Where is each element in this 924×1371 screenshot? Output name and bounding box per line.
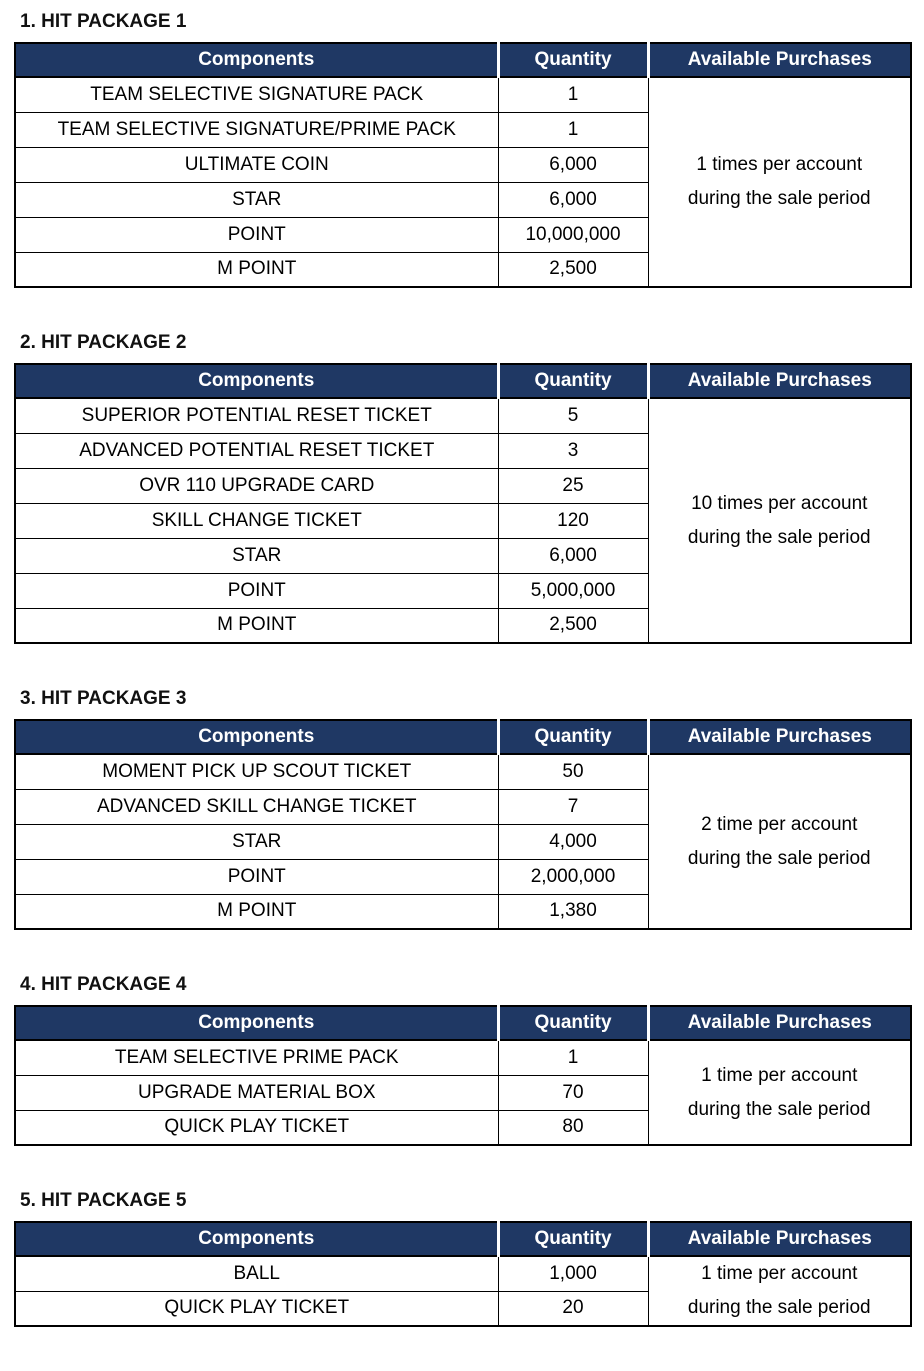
package-table (14, 42, 912, 288)
notice-body (0, 11, 924, 1327)
component-cell: OVR 110 UPGRADE CARD (15, 468, 498, 503)
quantity-cell: 5,000,000 (498, 573, 648, 608)
header-row (15, 43, 911, 77)
component-cell: BALL (15, 1256, 498, 1291)
package-title: 2. HIT PACKAGE 2 (20, 332, 187, 353)
quantity-cell: 20 (498, 1291, 648, 1326)
available-purchases-line: during the sale period (687, 1098, 871, 1120)
table-row (15, 1040, 911, 1075)
quantity-cell: 2,500 (498, 252, 648, 287)
quantity-cell: 25 (498, 468, 648, 503)
header-row (15, 720, 911, 754)
table-body (15, 754, 911, 929)
quantity-cell: 1 (498, 77, 648, 112)
table-row (15, 754, 911, 789)
available-purchases-cell (648, 77, 911, 287)
quantity-cell: 80 (498, 1110, 648, 1145)
package-title: 1. HIT PACKAGE 1 (20, 11, 187, 32)
available-purchases-cell (648, 1256, 911, 1326)
component-cell: QUICK PLAY TICKET (15, 1110, 498, 1145)
column-header-available: Available Purchases (648, 364, 911, 398)
column-header-components: Components (15, 43, 498, 77)
table-body (15, 398, 911, 643)
quantity-cell: 1,000 (498, 1256, 648, 1291)
column-header-quantity: Quantity (498, 364, 648, 398)
component-cell: STAR (15, 182, 498, 217)
component-cell: TEAM SELECTIVE SIGNATURE/PRIME PACK (15, 112, 498, 147)
quantity-cell: 120 (498, 503, 648, 538)
package-table (14, 719, 912, 930)
table-header (15, 1222, 911, 1256)
quantity-cell: 1,380 (498, 894, 648, 929)
component-cell: M POINT (15, 608, 498, 643)
table-header (15, 364, 911, 398)
table-row (15, 77, 911, 112)
column-header-components: Components (15, 1006, 498, 1040)
quantity-cell: 6,000 (498, 147, 648, 182)
package-title: 4. HIT PACKAGE 4 (20, 974, 187, 995)
component-cell: TEAM SELECTIVE PRIME PACK (15, 1040, 498, 1075)
available-purchases-line: during the sale period (687, 847, 871, 869)
package-title: 3. HIT PACKAGE 3 (20, 688, 187, 709)
header-row (15, 1222, 911, 1256)
column-header-available: Available Purchases (648, 43, 911, 77)
component-cell: SKILL CHANGE TICKET (15, 503, 498, 538)
quantity-cell: 5 (498, 398, 648, 433)
header-row (15, 1006, 911, 1040)
table-row (15, 398, 911, 433)
available-purchases-cell (648, 754, 911, 929)
table-body (15, 1256, 911, 1326)
component-cell: M POINT (15, 894, 498, 929)
available-purchases-line: during the sale period (687, 188, 871, 209)
quantity-cell: 1 (498, 1040, 648, 1075)
quantity-cell: 70 (498, 1075, 648, 1110)
package-table (14, 1005, 912, 1146)
quantity-cell: 2,500 (498, 608, 648, 643)
component-cell: ULTIMATE COIN (15, 147, 498, 182)
column-header-quantity: Quantity (498, 1006, 648, 1040)
table-body (15, 77, 911, 287)
column-header-components: Components (15, 1222, 498, 1256)
component-cell: ADVANCED SKILL CHANGE TICKET (15, 789, 498, 824)
available-purchases-cell (648, 398, 911, 643)
quantity-cell: 6,000 (498, 538, 648, 573)
component-cell: STAR (15, 824, 498, 859)
column-header-available: Available Purchases (648, 1006, 911, 1040)
quantity-cell: 10,000,000 (498, 217, 648, 252)
component-cell: TEAM SELECTIVE SIGNATURE PACK (15, 77, 498, 112)
component-cell: STAR (15, 538, 498, 573)
package-section (0, 332, 924, 644)
component-cell: POINT (15, 573, 498, 608)
component-cell: SUPERIOR POTENTIAL RESET TICKET (15, 398, 498, 433)
package-table (14, 363, 912, 644)
quantity-cell: 6,000 (498, 182, 648, 217)
quantity-cell: 1 (498, 112, 648, 147)
package-section (0, 974, 924, 1146)
component-cell: POINT (15, 217, 498, 252)
quantity-cell: 7 (498, 789, 648, 824)
quantity-cell: 2,000,000 (498, 859, 648, 894)
component-cell: QUICK PLAY TICKET (15, 1291, 498, 1326)
column-header-components: Components (15, 364, 498, 398)
quantity-cell: 50 (498, 754, 648, 789)
column-header-quantity: Quantity (498, 720, 648, 754)
available-purchases-line: 1 time per account (701, 1064, 858, 1086)
component-cell: UPGRADE MATERIAL BOX (15, 1075, 498, 1110)
package-section (0, 1190, 924, 1327)
component-cell: M POINT (15, 252, 498, 287)
table-header (15, 1006, 911, 1040)
available-purchases-line: 1 times per account (696, 154, 863, 175)
package-section (0, 688, 924, 930)
available-purchases-line: 10 times per account (691, 492, 868, 514)
quantity-cell: 4,000 (498, 824, 648, 859)
component-cell: MOMENT PICK UP SCOUT TICKET (15, 754, 498, 789)
available-purchases-line: during the sale period (687, 1297, 871, 1318)
component-cell: POINT (15, 859, 498, 894)
package-title: 5. HIT PACKAGE 5 (20, 1190, 187, 1211)
table-header (15, 720, 911, 754)
column-header-quantity: Quantity (498, 1222, 648, 1256)
table-row (15, 1256, 911, 1291)
table-body (15, 1040, 911, 1145)
component-cell: ADVANCED POTENTIAL RESET TICKET (15, 433, 498, 468)
table-header (15, 43, 911, 77)
package-section (0, 11, 924, 288)
available-purchases-line: during the sale period (687, 526, 871, 548)
header-row (15, 364, 911, 398)
column-header-quantity: Quantity (498, 43, 648, 77)
available-purchases-cell (648, 1040, 911, 1145)
column-header-available: Available Purchases (648, 1222, 911, 1256)
package-table (14, 1221, 912, 1327)
available-purchases-line: 2 time per account (701, 813, 858, 835)
column-header-available: Available Purchases (648, 720, 911, 754)
quantity-cell: 3 (498, 433, 648, 468)
column-header-components: Components (15, 720, 498, 754)
available-purchases-line: 1 time per account (701, 1263, 858, 1284)
